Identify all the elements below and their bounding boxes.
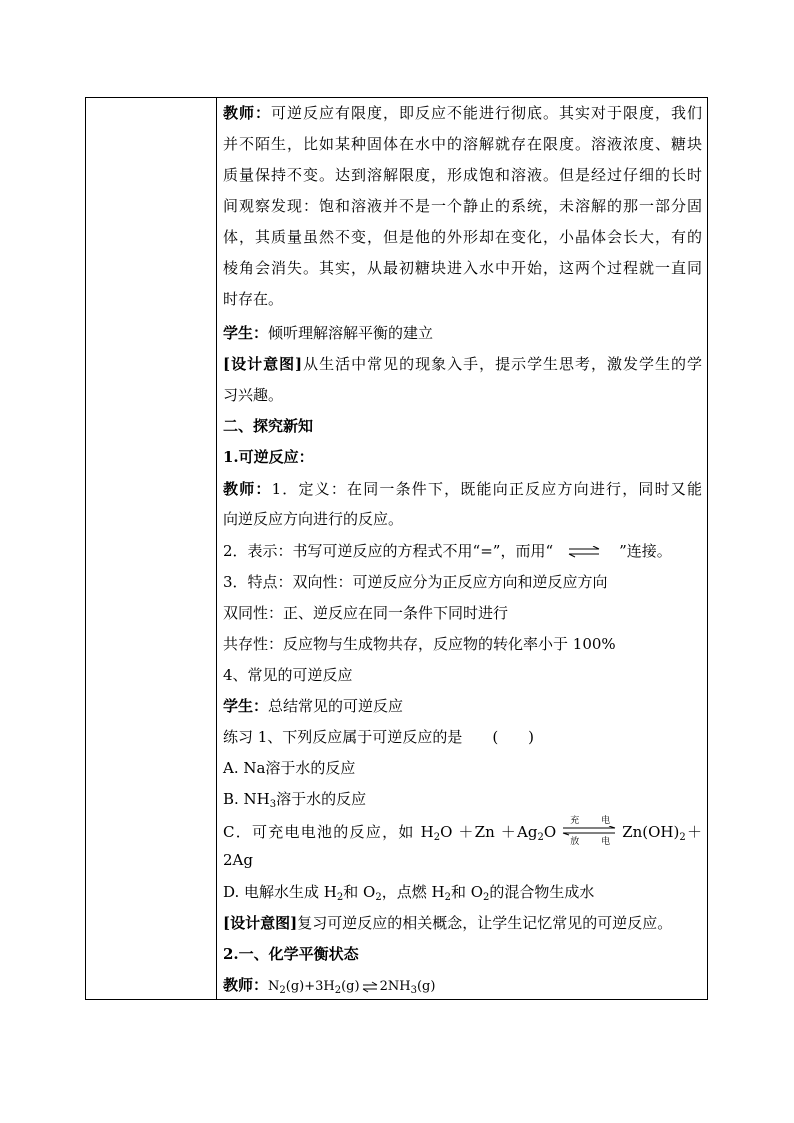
student-label: 学生： [223, 697, 269, 715]
student-line-2: 学生：总结常见的可逆反应 [223, 697, 404, 715]
teacher-paragraph-line-2: 并不陌生，比如某种固体在水中的溶解就存在限度。溶液浓度、糖块 [223, 135, 702, 153]
student-label: 学生： [223, 324, 269, 342]
design-intent-line-2: 习兴趣。 [223, 386, 284, 404]
teacher-paragraph-line-6: 棱角会消失。其实，从最初糖块进入水中开始，这两个过程就一直同 [223, 259, 702, 277]
left-column-cell [86, 98, 217, 999]
reversible-arrow-icon [553, 545, 619, 559]
answer-blank: ( ) [492, 728, 535, 746]
exercise-question: 练习 1、下列反应属于可逆反应的是 ( ) [223, 728, 535, 746]
equilibrium-equation-line: 教师：$N_2(g)+3H_2(g)$ $2NH_3(g)$ [223, 976, 436, 996]
teacher-label: 教师： [223, 104, 271, 122]
option-b: B. $NH_3$溶于水的反应 [223, 790, 367, 810]
teacher-label: 教师： [223, 976, 269, 994]
option-c-line-2: 2Ag [223, 851, 253, 869]
feature-bidirectional: 3．特点：双向性：可逆反应分为正反应方向和逆反应方向 [223, 573, 608, 591]
teacher-paragraph-line-3: 质量保持不变。达到溶解限度，形成饱和溶液。但是经过仔细的长时 [223, 166, 702, 184]
design-intent-tag: [设计意图] [223, 914, 298, 932]
charge-discharge-arrow-icon: 充电 放电 [556, 818, 622, 848]
definition-line-1: 教师：1．定义：在同一条件下，既能向正反应方向进行，同时又能 [223, 480, 702, 498]
definition-line-2: 向逆反应方向进行的反应。 [223, 510, 404, 528]
option-d: D. 电解水生成 $H_2$和 $O_2$，点燃 $H_2$和 $O_2$的混合物生成水 [223, 883, 595, 903]
student-line-1: 学生：倾听理解溶解平衡的建立 [223, 324, 434, 342]
subheading-reversible-reaction: 1.可逆反应： [223, 448, 314, 466]
common-reactions-line: 4、常见的可逆反应 [223, 666, 353, 684]
representation-line: 2．表示：书写可逆反应的方程式不用“=”，而用“ ”连接。 [223, 542, 672, 560]
option-c-line-1: C．可充电电池的反应，如 $H_2O +Zn +Ag_2O$ 充电 放电 $Zn(OH)_2+$ [223, 816, 702, 847]
subheading-chemical-equilibrium: 2.一、化学平衡状态 [223, 945, 359, 963]
teacher-paragraph-line-1: 教师：可逆反应有限度，即反应不能进行彻底。其实对于限度，我们 [223, 104, 702, 122]
teacher-label: 教师： [223, 480, 272, 498]
option-a: A. Na溶于水的反应 [223, 759, 356, 777]
section-heading-explore: 二、探究新知 [223, 417, 314, 435]
design-intent-tag: [设计意图] [223, 355, 303, 373]
teacher-paragraph-line-7: 时存在。 [223, 290, 284, 308]
equilibrium-arrow-icon [360, 981, 380, 993]
feature-simultaneous: 双同性：正、逆反应在同一条件下同时进行 [223, 604, 509, 622]
feature-coexistence: 共存性：反应物与生成物共存，反应物的转化率小于 100% [223, 635, 616, 653]
teacher-paragraph-line-5: 体，其质量虽然不变，但是他的外形却在变化，小晶体会长大，有的 [223, 228, 702, 246]
design-intent-line-1: [设计意图]从生活中常见的现象入手，提示学生思考，激发学生的学 [223, 355, 702, 373]
teacher-paragraph-line-4: 间观察发现：饱和溶液并不是一个静止的系统，未溶解的那一部分固 [223, 197, 702, 215]
design-intent-line-3: [设计意图]复习可逆反应的相关概念，让学生记忆常见的可逆反应。 [223, 914, 673, 932]
lesson-table [85, 97, 708, 1000]
